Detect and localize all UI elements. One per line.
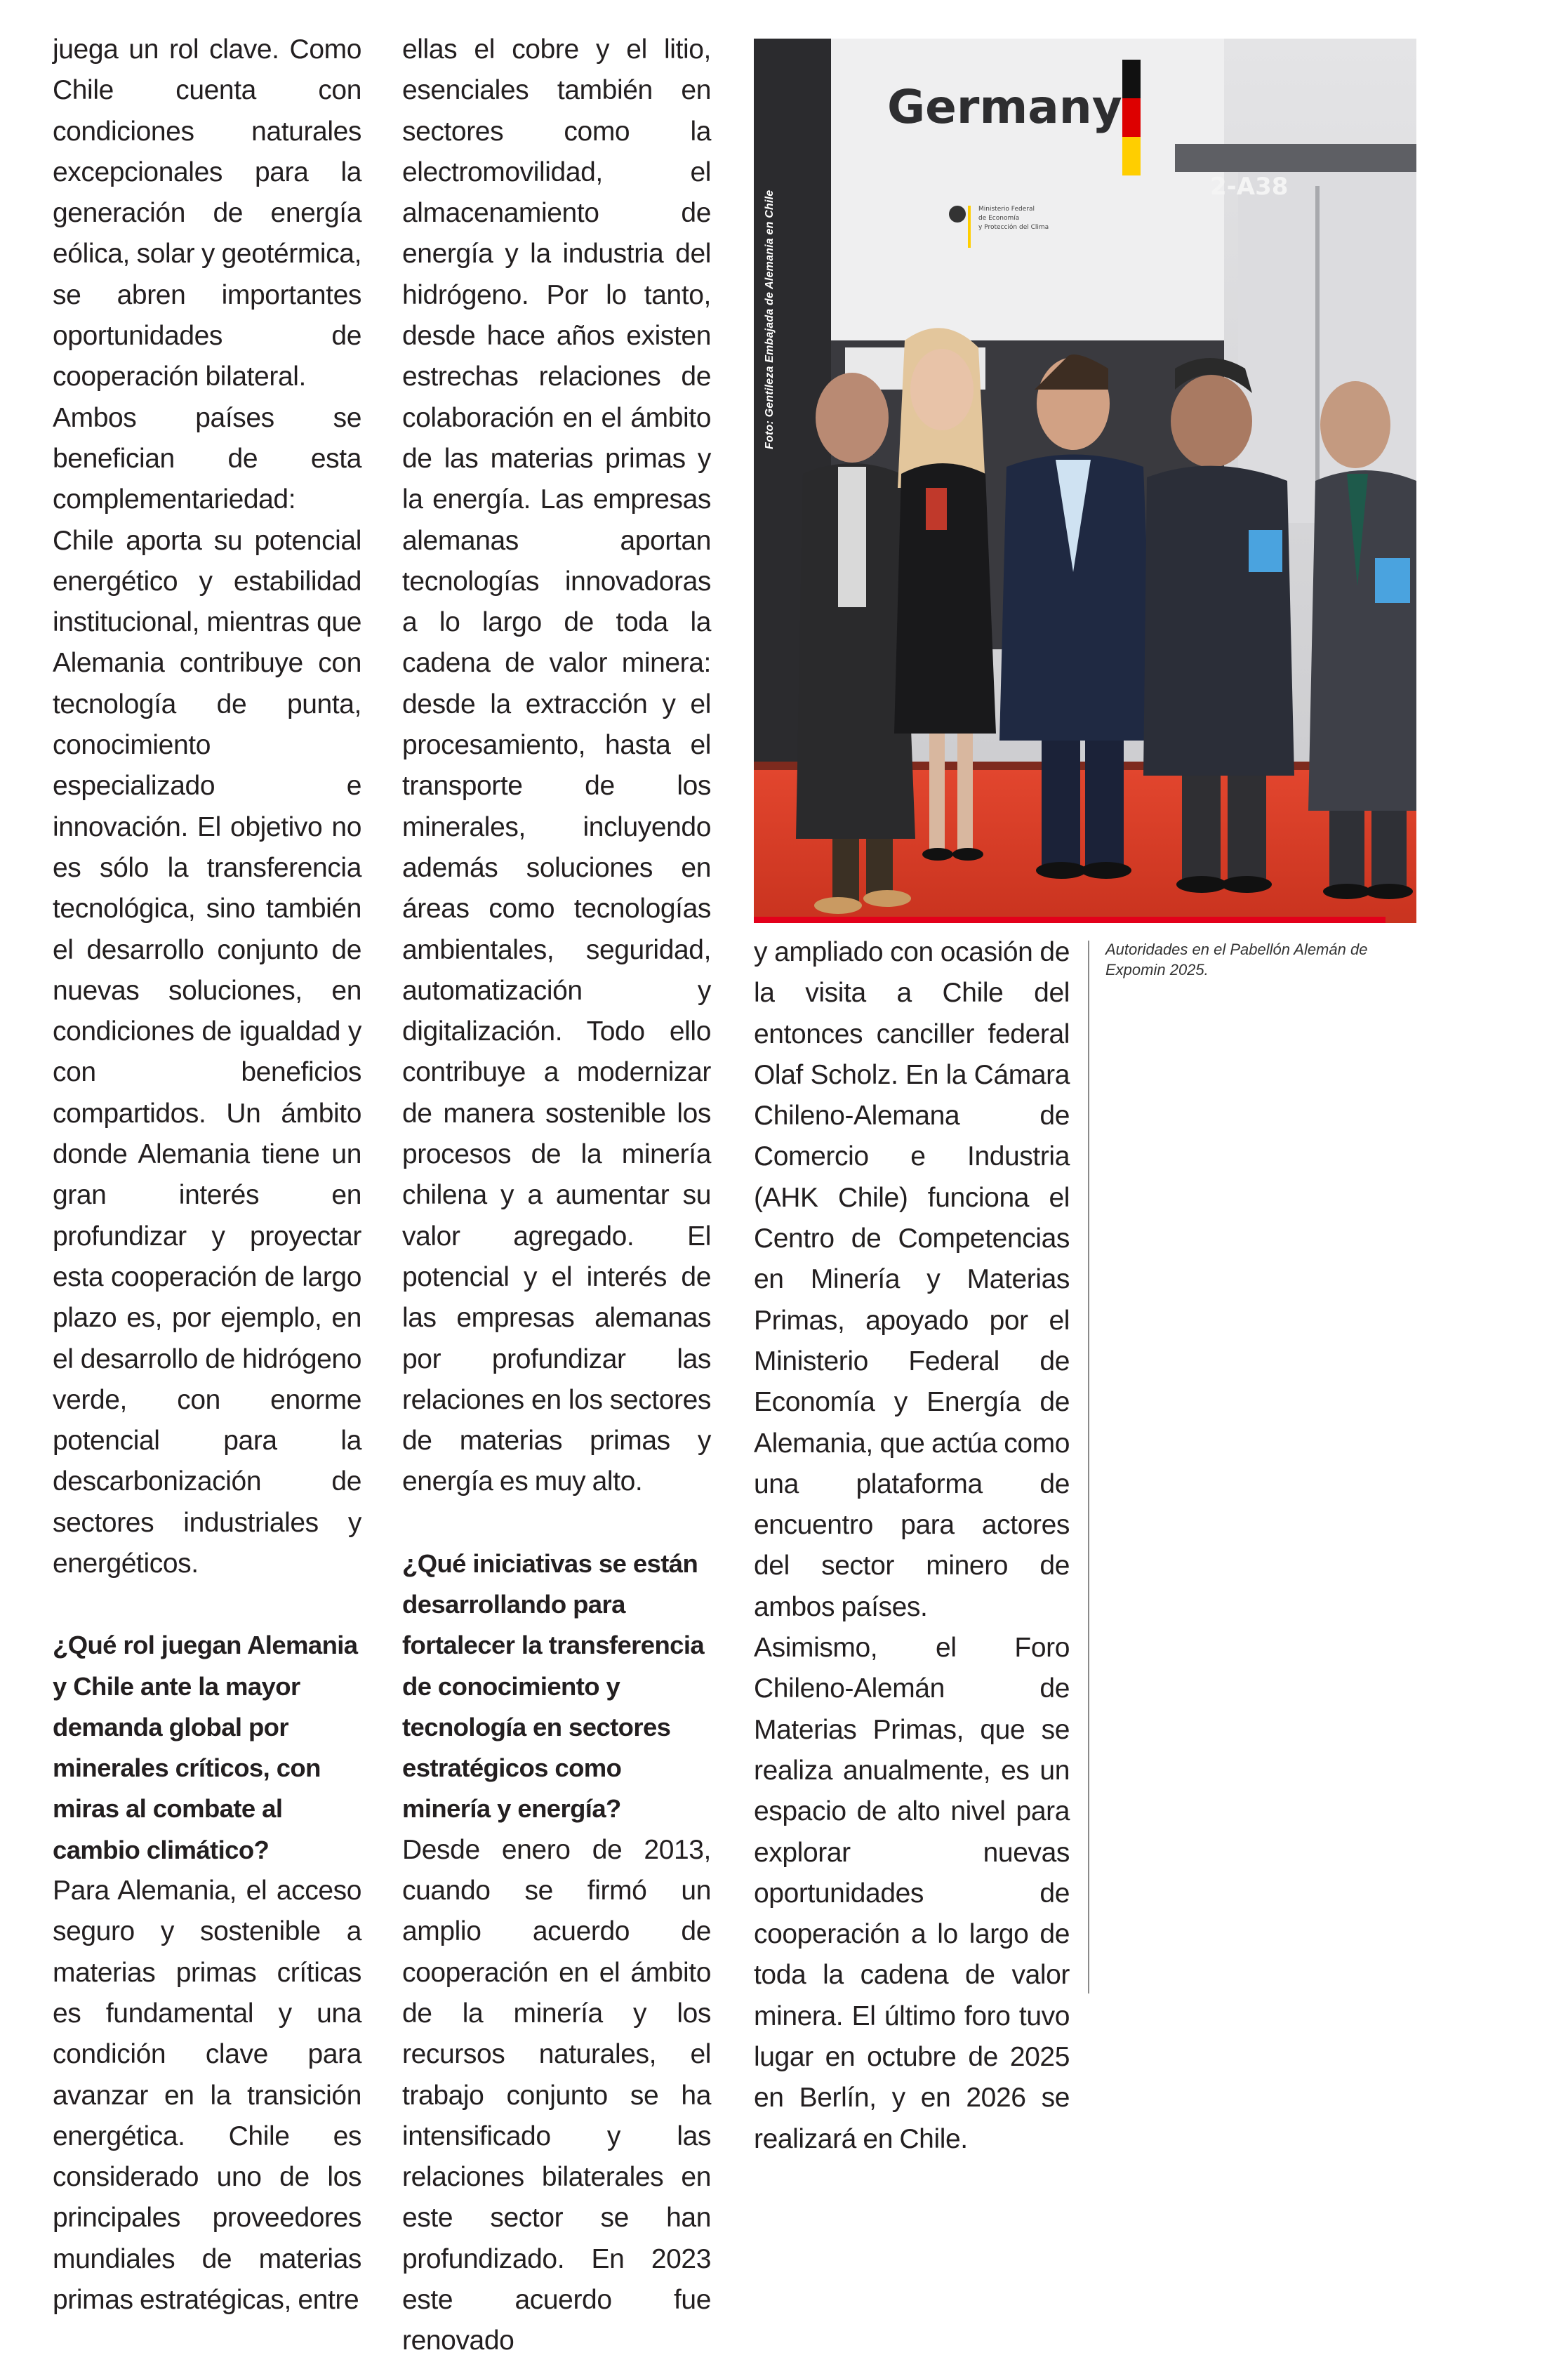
article-column-2: [402, 29, 711, 2362]
article-column-3: [754, 932, 1070, 2160]
ministry-label-line: de Economía: [978, 215, 1020, 222]
accent-rule: [754, 917, 1386, 923]
ministry-label-line: Ministerio Federal: [978, 206, 1035, 213]
ministry-label-line: y Protección del Clima: [978, 224, 1049, 231]
article-paragraph: Asimismo, el Foro Chileno-Alemán de Materias Primas, que se realiza anualmente, es un espacio de alto nivel para explorar nuevas oportunidades de cooperación a lo largo de toda la cadena de valor minera. El último foro tuvo lugar en octubre de 2025 en Berlín, y en 2026 se realizará en Chile.: [754, 1633, 1070, 2154]
photo-credit: Foto: Gentileza Embajada de Alemania en Chile: [764, 190, 776, 449]
interview-question: ¿Qué iniciativas se están desarrollando para fortalecer la transferencia de conocimiento y tecnología en sectores estratégicos como minería y energía?: [402, 1548, 705, 1824]
article-paragraph: juega un rol clave. Como Chile cuenta con condiciones naturales excepcionales para la generación de energía eólica, solar y geotérmica, se abren importantes oportunidades de cooperación bilateral.: [53, 34, 361, 392]
article-paragraph: ellas el cobre y el litio, esenciales también en sectores como la electromovilidad, el almacenamiento de energía y la industria del hidrógeno. Por lo tanto, desde hace años existen estrechas relaciones de colaboración en el ámbito de las materias primas y la energía. Las empresas alemanas aportan tecnologías innovadoras a lo largo de toda la cadena de valor minera: desde la extracción y el procesamiento, hasta el transporte de los minerales, incluyendo además soluciones en áreas como tecnologías ambientales, seguridad, automatización y digitalización. Todo ello contribuye a modernizar de manera sostenible los procesos de la minería chilena y a aumentar su valor agregado. El potencial y el interés de las empresas alemanas por profundizar las relaciones en los sectores de materias primas y energía es muy alto.: [402, 34, 711, 1497]
article-paragraph: y ampliado con ocasión de la visita a Chile del entonces canciller federal Olaf Scholz. En la Cámara Chileno-Alemana de Comercio e Industria (AHK Chile) funciona el Centro de Competencias en Minería y Materias Primas, apoyado por el Ministerio Federal de Economía y Energía de Alemania, que actúa como una plataforma de encuentro para actores del sector minero de ambos países.: [754, 937, 1070, 1622]
article-paragraph: Para Alemania, el acceso seguro y sostenible a materias primas críticas es fundamental y una condición clave para avanzar en la transición energética. Chile es considerado uno de los principales proveedores mundiales de materias primas estratégicas, entre: [53, 1876, 361, 2316]
booth-sign: Germany: [887, 80, 1122, 134]
photo-caption: Autoridades en el Pabellón Alemán de Expomin 2025.: [1105, 941, 1368, 978]
booth-number: 2-A38: [1210, 173, 1289, 201]
article-column-1: [53, 29, 361, 2321]
caption-divider: [1088, 941, 1089, 1993]
interview-question: ¿Qué rol juegan Alemania y Chile ante la mayor demanda global por minerales críticos, con miras al combate al cambio climático?: [53, 1631, 358, 1864]
article-paragraph: Desde enero de 2013, cuando se firmó un amplio acuerdo de cooperación en el ámbito de la minería y los recursos naturales, el trabajo conjunto se ha intensificado y las relaciones bilaterales en este sector se han profundizado. En 2023 este acuerdo fue renovado: [402, 1834, 711, 2356]
article-paragraph: Ambos países se benefician de esta complementariedad: Chile aporta su potencial energético y estabilidad institucional, mientras que Alemania contribuye con tecnología de punta, conocimiento especializado e innovación. El objetivo no es sólo la transferencia tecnológica, sino también el desarrollo conjunto de nuevas soluciones, en condiciones de igualdad y con beneficios compartidos. Un ámbito donde Alemania tiene un gran interés en profundizar y proyectar esta cooperación de largo plazo es, por ejemplo, en el desarrollo de hidrógeno verde, con enorme potencial para la descarbonización de sectores industriales y energéticos.: [53, 402, 361, 1579]
event-photo: [754, 39, 1416, 923]
